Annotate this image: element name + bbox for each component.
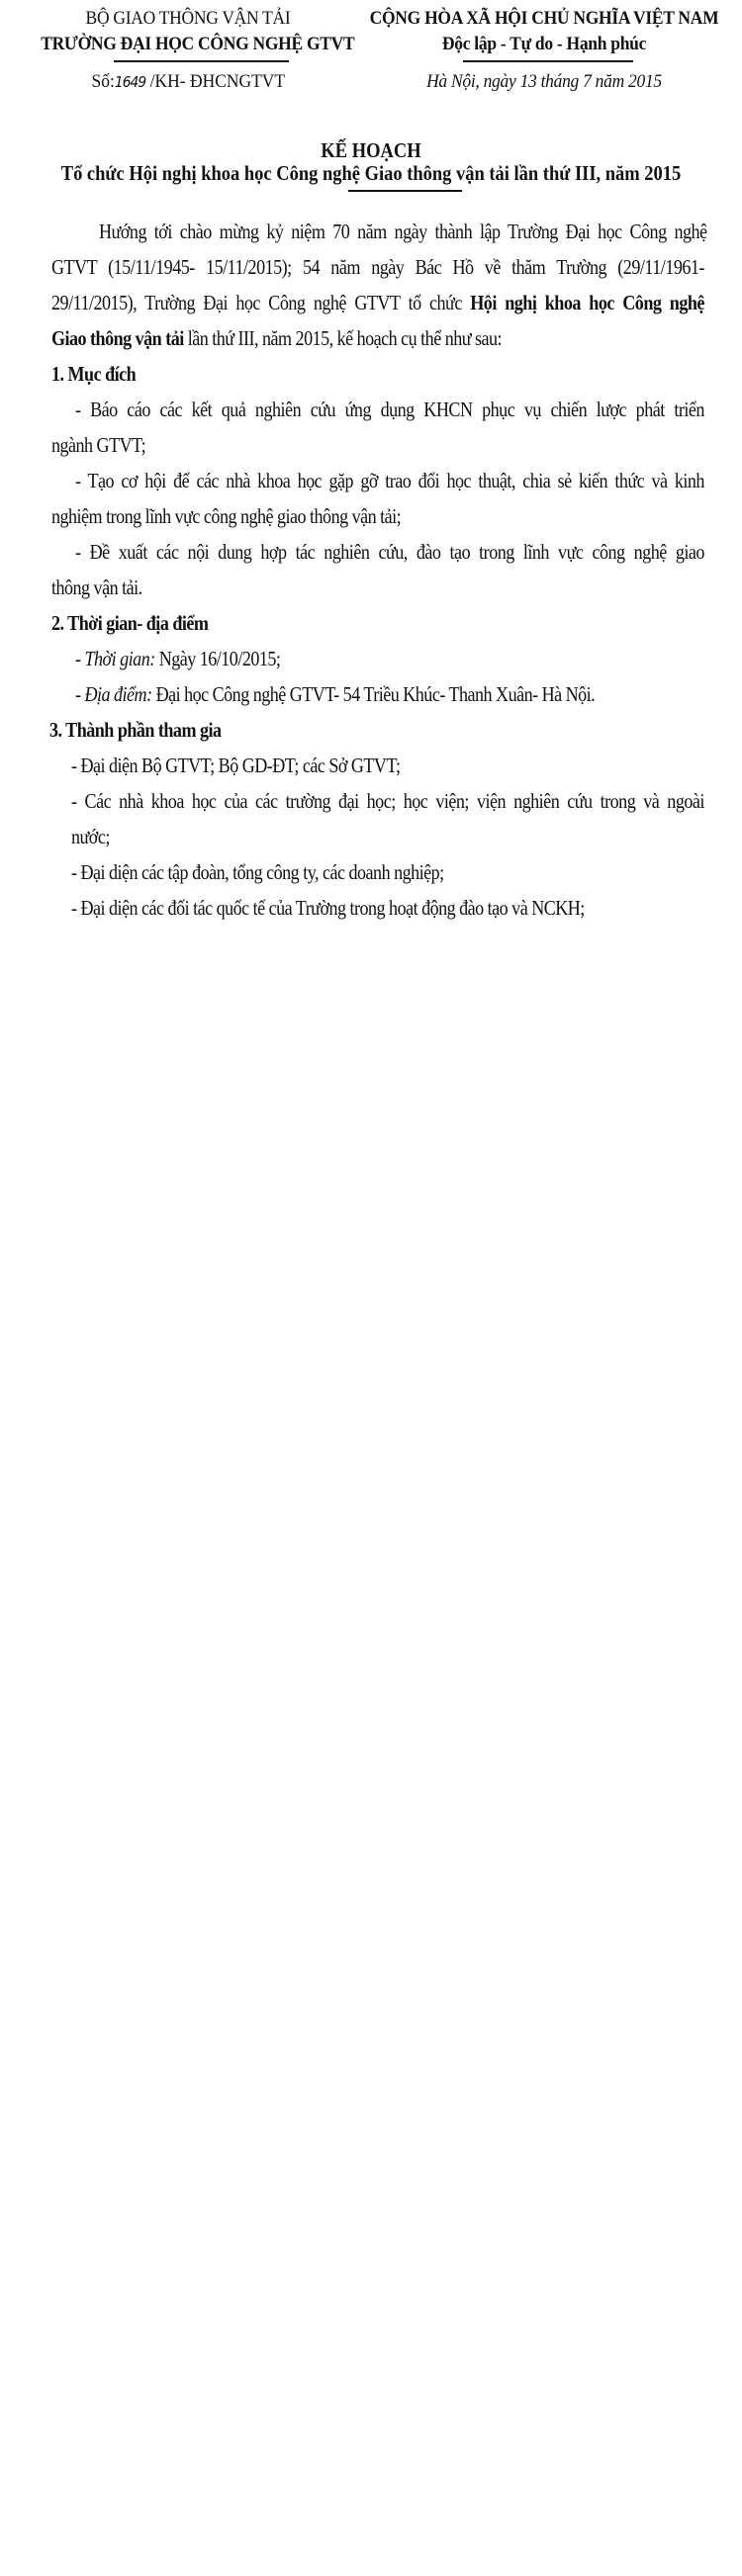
section-1-heading: 1. Mục đích <box>51 362 137 386</box>
header-left-rule <box>114 60 289 62</box>
doc-number-prefix: Số: <box>91 71 115 92</box>
intro-line-2: GTVT (15/11/1945- 15/11/2015); 54 năm ngày Bác Hồ về thăm Trường (29/11/1961- <box>51 255 704 279</box>
title-rule <box>348 190 462 192</box>
section-1-line: ngành GTVT; <box>51 433 146 457</box>
doc-number-handwritten: 1649 <box>114 73 145 91</box>
country-name: CỘNG HÒA XÃ HỘI CHỦ NGHĨA VIỆT NAM <box>369 8 719 29</box>
doc-number-suffix: /KH- ĐHCNGTVT <box>144 71 285 92</box>
header-right-rule <box>463 60 633 62</box>
section-1-line: thông vận tải. <box>51 576 142 599</box>
ministry-name: BỘ GIAO THÔNG VẬN TẢI <box>85 8 291 29</box>
document-number <box>40 71 336 93</box>
event-location: - Địa điểm: Đại học Công nghệ GTVT- 54 Triều Khúc- Thanh Xuân- Hà Nội. <box>75 682 596 706</box>
section-2-heading: 2. Thời gian- địa điểm <box>51 611 209 635</box>
intro-line-3: 29/11/2015), Trường Đại học Công nghệ GTVT tổ chức Hội nghị khoa học Công nghệ <box>51 291 704 314</box>
section-1-line: - Tạo cơ hội để các nhà khoa học gặp gỡ trao đổi học thuật, chia sẻ kiến thức và kinh <box>75 469 704 492</box>
section-1-line: - Báo cáo các kết quả nghiên cứu ứng dụng KHCN phục vụ chiến lược phát triển <box>75 398 704 421</box>
event-time: - Thời gian: Ngày 16/10/2015; <box>75 647 281 670</box>
section-3-heading: 3. Thành phần tham gia <box>49 718 222 742</box>
document-title: KẾ HOẠCH <box>321 138 421 162</box>
section-1-line: nghiệm trong lĩnh vực công nghệ giao thông vận tải; <box>51 504 402 528</box>
intro-line-4: Giao thông vận tải lần thứ III, năm 2015, kế hoạch cụ thể như sau: <box>51 326 503 350</box>
place-and-date: Hà Nội, ngày 13 tháng 7 năm 2015 <box>426 71 662 92</box>
school-name: TRƯỜNG ĐẠI HỌC CÔNG NGHỆ GTVT <box>41 34 355 54</box>
national-motto: Độc lập - Tự do - Hạnh phúc <box>441 34 647 54</box>
intro-line-1: Hướng tới chào mừng kỷ niệm 70 năm ngày thành lập Trường Đại học Công nghệ <box>99 220 707 243</box>
document-subtitle: Tổ chức Hội nghị khoa học Công nghệ Giao thông vận tải lần thứ III, năm 2015 <box>60 161 682 185</box>
section-3-line: - Đại diện các tập đoàn, tổng công ty, các doanh nghiệp; <box>71 860 444 884</box>
section-3-line: - Đại diện Bộ GTVT; Bộ GD-ĐT; các Sở GTVT; <box>71 754 401 777</box>
section-3-line: - Đại diện các đối tác quốc tế của Trường trong hoạt động đào tạo và NCKH; <box>71 896 585 920</box>
section-3-line: - Các nhà khoa học của các trường đại học; học viện; viện nghiên cứu trong và ngoài <box>71 789 704 813</box>
section-1-line: - Đề xuất các nội dung hợp tác nghiên cứu, đào tạo trong lĩnh vực công nghệ giao <box>75 540 704 564</box>
section-3-line: nước; <box>71 825 110 848</box>
